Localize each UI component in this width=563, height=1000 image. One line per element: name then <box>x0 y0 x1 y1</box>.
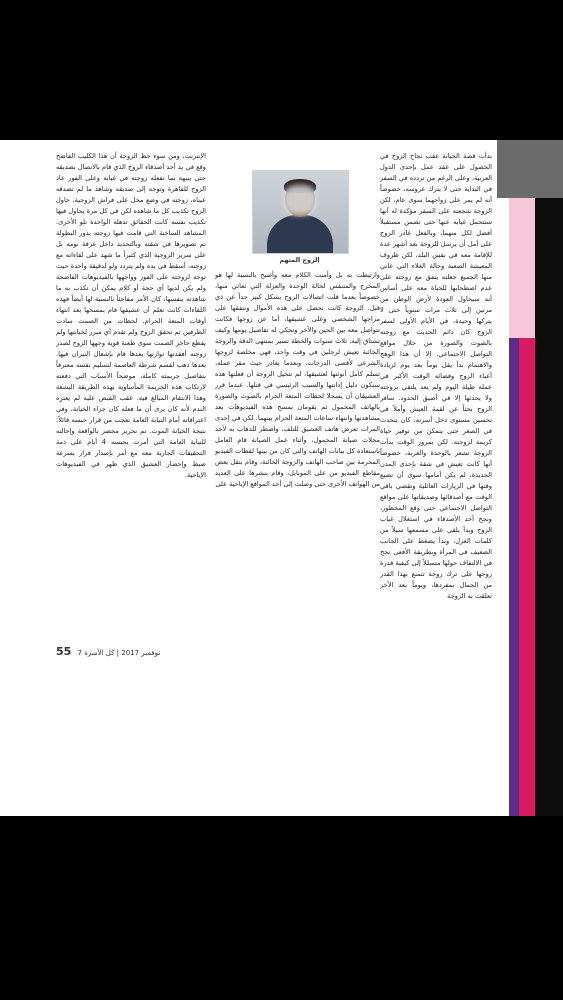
page-footer <box>56 645 356 658</box>
article-text-middle: وارتبطت به بل وأمنت الكلام معه وأصبح بالنسبة لها هو المخرج والمتنفس لحالة الوحدة والعزلة التي تعاني منها، خصوصاً بعدما قلت اتصالات الزوج بشكل كبير جداً عن ذي قبل. الزوجة كانت تحصل على هذه الأموال وتنفقها على مزاجها الشخصي وعلى عشيقها، أما عن زوجها فكانت تتواصل معه بين الحين والآخر وتحكي له تفاصيل يومها وكيف تشتاق إليه. ثلاث سنوات والخطة تسير بمنتهى الدقة والزوجة الخائنة تعيش لرجلين في وقت واحد، فهي مخلصة لزوجها الشرعي لأقصى الدرجات، وبعدما يغادر حيث مقر عمله، تسلم كامل أنوثتها لعشيقها. لم تتخيل الزوجة أن فعلتها هذه ستكون دليل إدانتها والسبب الرئيسي في قتلها. عندما قرر العشيقان أن يسجلا لحظات المتعة الحرام بالصوت والصورة بالهاتف المحمول ثم يقومان بمسح هذه الفيديوهات بعد مشاهدتها وانتهاء ساعات المتعة الحرام بينهما. لكن في إحدى المرات تعرض هاتف العشيق للتلف، واضطر للذهاب به لأحد محلات صيانة المحمول، وأثناء عمل الصيانة قام العامل باستعادة كل بيانات الهاتف والتي كان من بينها لقطات الفيديو المحرمة بين صاحب الهاتف والزوجة الخائنة، وقام بنقل بعض مقاطع الفيديو من على الموبايل، وقام بنشرها على العديد من الهواتف الأخرى حتى وصلت إلى أحد المواقع الإباحية على <box>215 271 380 488</box>
photo-body-shape <box>267 215 333 254</box>
accused-photo <box>252 170 349 254</box>
article-column-right <box>380 151 492 623</box>
decorative-corner-grey <box>497 140 563 198</box>
photo-caption: الزوج المتهم <box>279 256 320 264</box>
article-text-right: بدأت قصة الخيانة عقب نجاح الزوج في الحصول على عقد عمل بإحدى الدول العربية، وعلى الرغم من تردده في السفر في البداية حتى لا يترك عروسه، خصوصاً أنه لم يمر على زواجهما سوى عام، لكن الزوجة شجعته على السفر مؤكدة له أنها ستتحمل غيابه عنها حتى تضمن مستقبلاً أفضل لكل منهما، وبالفعل غادر الزوج على أمل أن يرسل للزوجة بعد أشهر عدة للإقامة معه في نفس البلد، لكن ظروف المعيشة الصعبة وحالة الغلاء التي عاني منها الجميع جعلته يتفق مع زوجته على عدم اصطحابها للحياة معه على أساس أنه سيحاول العودة لأرض الوطن من مرتين إلى ثلاث مرات سنوياً حتى لا يتركها وحيدة. في الأيام الأولى لسفر الزوج كان دائم الحديث مع زوجته بالصوت والصورة من خلال مواقع التواصل الاجتماعي. إلا أن هذا الوهج والاهتمام بدأ يقل يوماً بعد يوم لزيادة أعباء الزوج وقضائه الوقت الأكبر في عمله طيلة اليوم ولم يعد يلتقي بزوجته ولا يحدثها إلا في أضيق الحدود. سافر الزوج بحثاً عن لقمة العيش وأملاً في تحسين مستوى دخل أسرته، كان يتحدث في الصغر حتى يتمكن من توفير حياة كريمة لزوجته. لكن بمرور الوقت بدأت الزوجة تشعر بالوحدة والغربة، خصوصاً أنها كانت تعيش في شقة بإحدى المدن الجديدة، لم يكن أمامها سوى أن تضيع وقتها في الزيارات العائلية وتقضي باقي الوقت مع أصدقائها وصديقاتها على مواقع التواصل الاجتماعي حتى وقع المحظور، ونجح أحد الأصدقاء في استغلال غياب الزوج وبدأ يلقي على مسمعها سيلاً من كلمات الغزل، وبدأ يضغط على الجانب الضعيف في المرأة وبطريقة الأفعى نجح في الالتفاف حولها متسللاً إلى كيفية قدرة زوجها على ترك زوجة تتمنع بهذا القدر من الجمال بمفردها، ويوماً بعد الآخر تعلقت به الزوجة <box>380 152 492 600</box>
article-column-left <box>56 151 206 623</box>
article-text-left: الإنترنت، ومن سوء حظ الزوجة أن هذا الكليب الفاضح وقع في يد أحد أصدقاء الزوج الذي قام بالاتصال بصديقه حتى ينبهه بما تفعله زوجته في غيابه وعلى الفور عاد الزوج للقاهرة وتوجه إلى صديقه وشاهد ما لم تصدقه عيناه، زوجته في وضع مخل على فراش الزوجية. حاول الزوج تكذيب كل ما شاهده لكن في كل مرة يحاول فيها تكذيب نفسه كانت الحقائق تذهله الواحدة تلو الأخرى. المشاهد الساخنة التي قامت فيها زوجته بدور البطولة تم تصويرها في شقته وبالتحديد داخل غرفة نومه بل على سرير الزوجية الذي كثيراً ما شهد على لقاءاته مع زوجته، أسقط في يده ولم يتردد ولو لدقيقة واحدة حيث توجه لزوجته على الفور وواجهها بالفيديوهات الفاضحة ولم يكن لديها أي حجة أو كلام يمكن أن تكذب به ما شاهدته بنفسها، كان الأمر مفاجئاً بالنسبة لها أيضاً فهذه اللقاءات كانت تعلم أن عشيقها قام بمسحها بعد انتهاء أوقات المتعة الحرام. لحظات من الصمت سادت الطرفين ثم تحقق الزوج ولم تقدم أي مبرر لخيانتها ولم يقطع حاجز الصمت سوى طعنة قوية وجهها الزوج لصدر زوجته أفقدتها توازنها بعدها قام بإشعال النيران فيها. بعدها ذهب لقسم شرطة العاصمة لتسليم نفسه معترفاً بتفاصيل جريمته كاملة، موضحاً الأسباب التي دفعته لارتكاب هذه الجريمة المأساوية بهذه الطريقة البشعة وهذا الانتقام المبالغ فيه. عقب القبض عليه لم يعترِه الندم لأنه كان يرى أن ما فعله كان جزاء الخيانة، وفي اعترافاته أمام النيابة العامة تعجب من قرار حبسه قائلاً: نتيجة الخيانة الموت. تم تحرير محضر بالواقعة وإحالته للنيابة العامة التي أمرت بحبسه 4 أيام على ذمة التحقيقات الجارية معه مع أمر بإصدار قرار بسرعة ضبط وإحضار العشيق الذي ظهر في الفيديوهات الإباحية. <box>56 152 206 479</box>
article-column-middle <box>215 270 380 623</box>
decorative-stripe-light-pink <box>509 198 535 338</box>
face-blur <box>283 185 317 215</box>
page-number: 55 <box>56 645 72 658</box>
footer-date: 7 نوفمبر 2017 | كل الأسرة <box>77 649 161 657</box>
decorative-stripe-black <box>535 140 563 816</box>
